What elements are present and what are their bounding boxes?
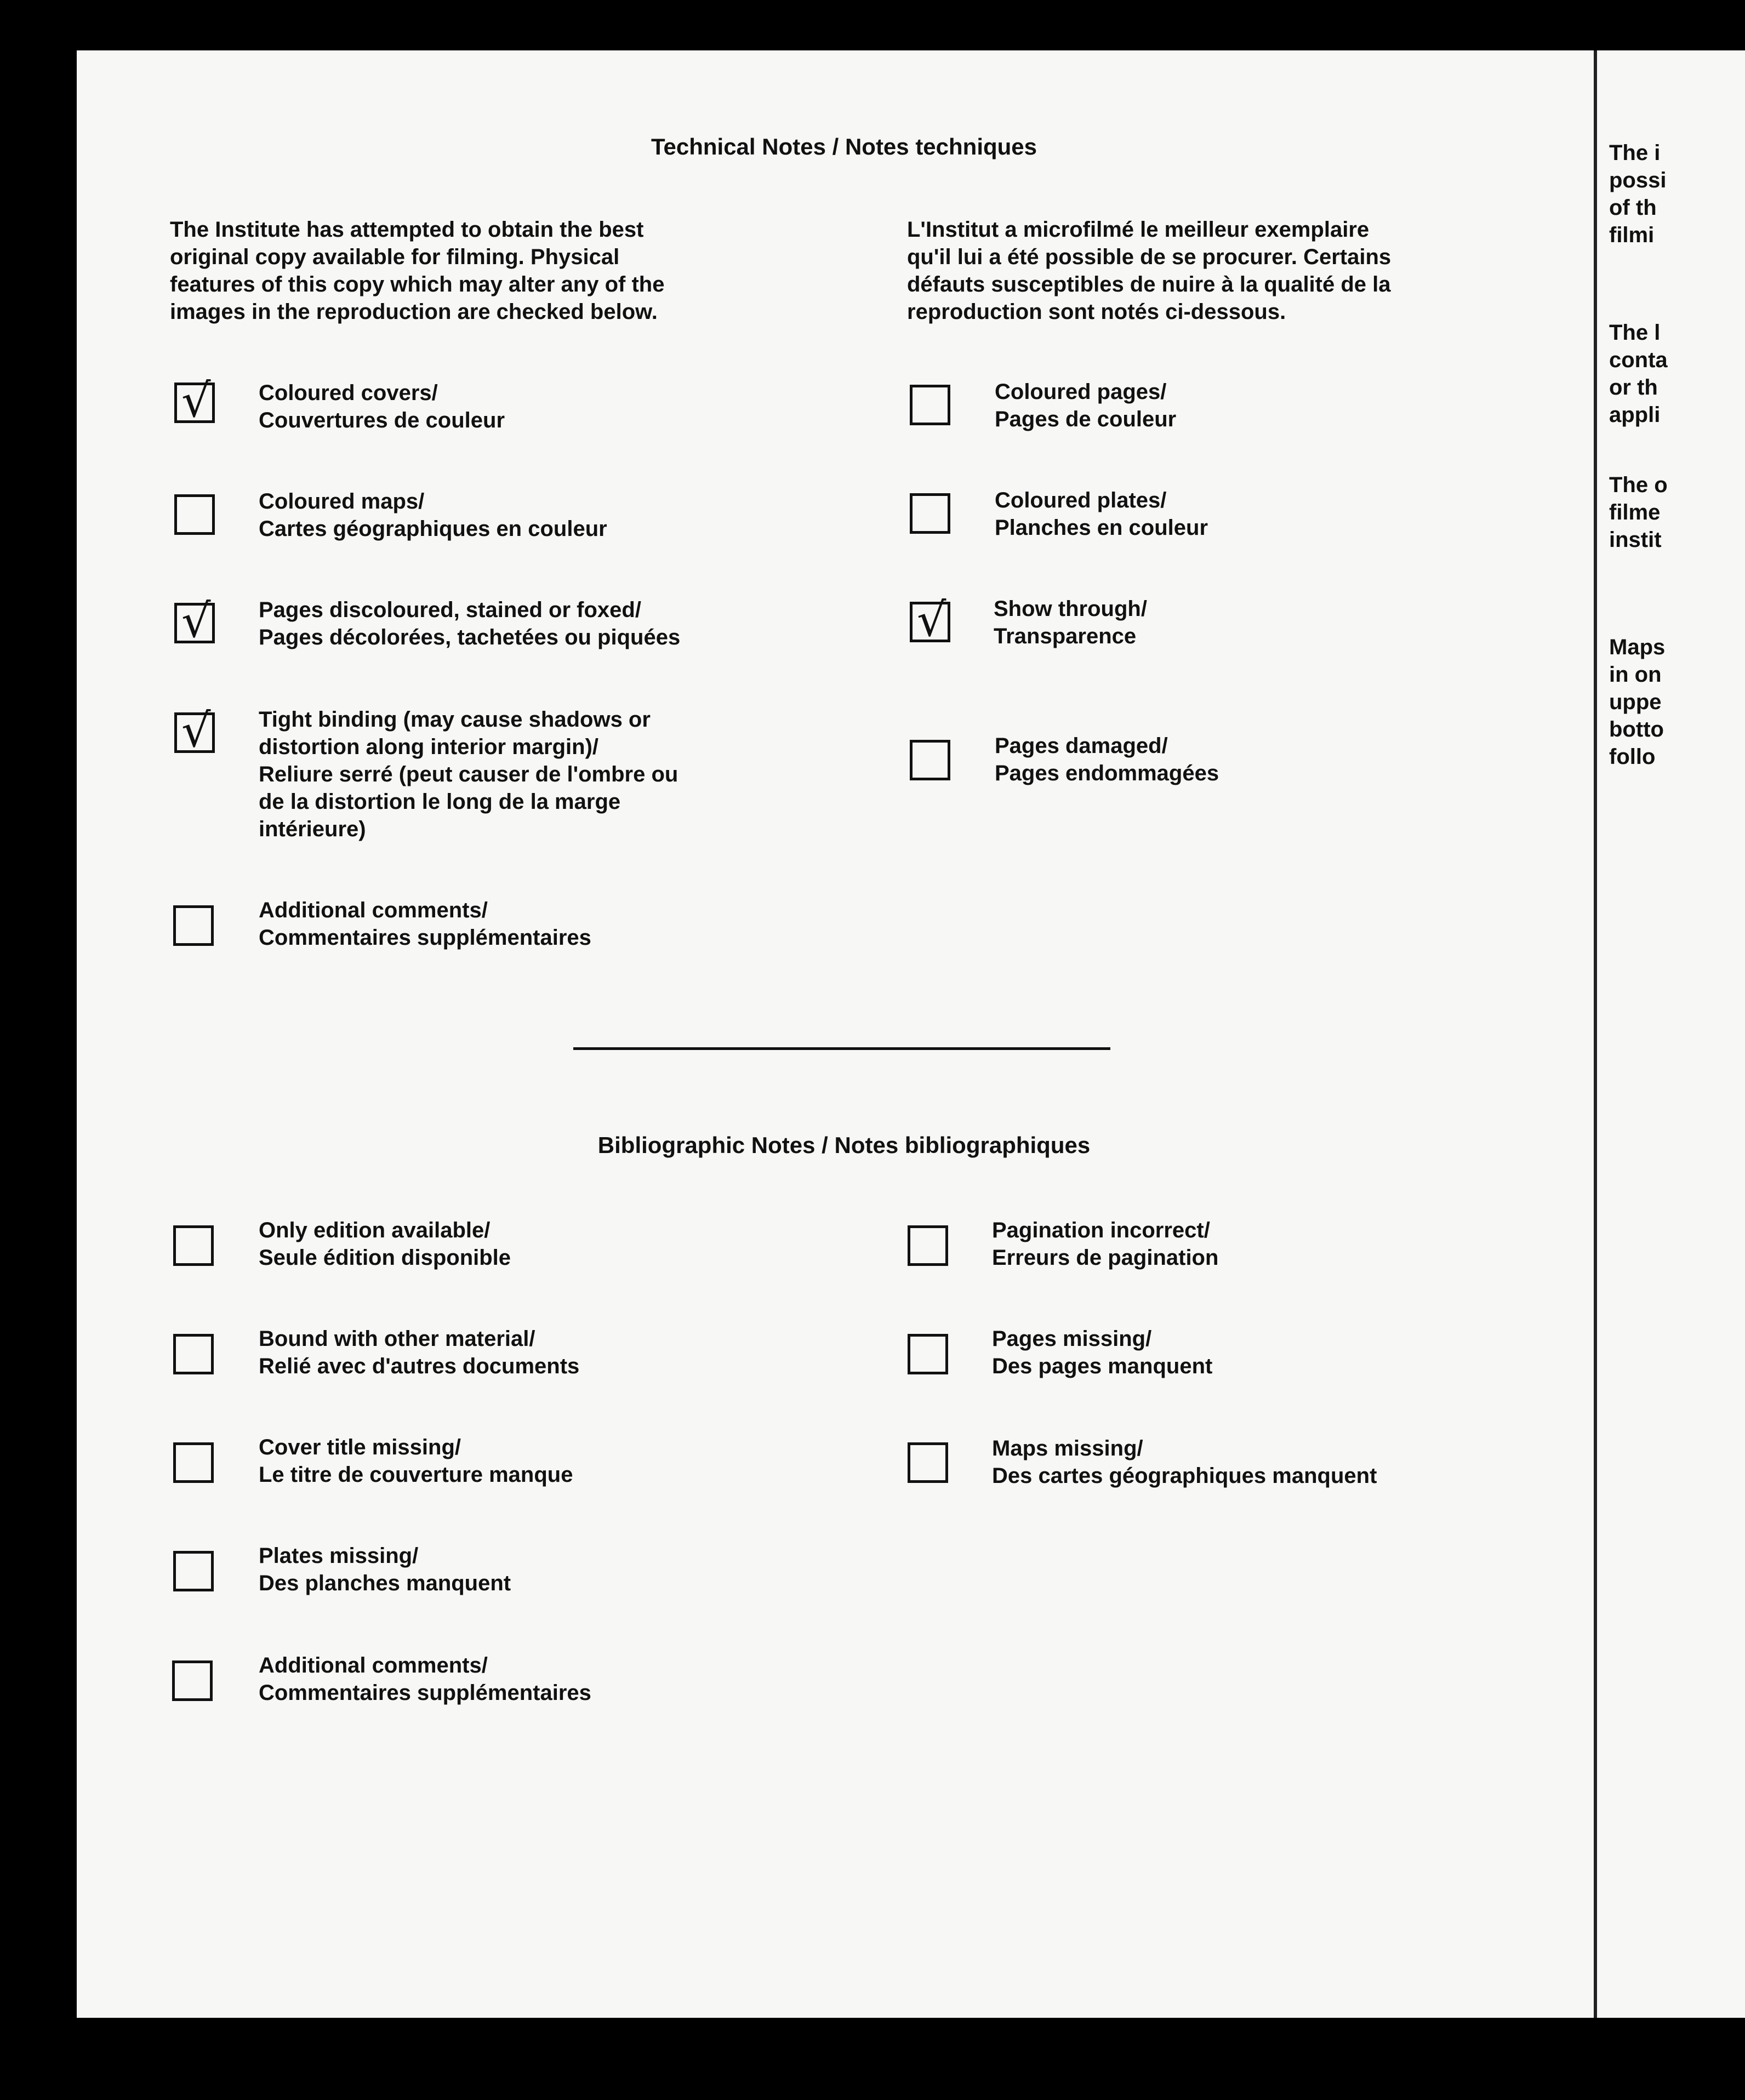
coloured-plates-checkbox[interactable]	[910, 493, 950, 534]
bib-additional-comments-checkbox[interactable]	[172, 1660, 213, 1701]
label-line: Maps missing/	[992, 1436, 1143, 1460]
label-line: Additional comments/	[259, 898, 488, 922]
label-line: Des cartes géographiques manquent	[992, 1464, 1377, 1488]
label-line: Coloured plates/	[995, 488, 1167, 512]
label-line: Commentaires supplémentaires	[259, 926, 591, 950]
tight-binding-checkbox[interactable]	[174, 712, 215, 753]
label-line: de la distortion le long de la marge	[259, 790, 621, 814]
intro-english: The Institute has attempted to obtain the best original copy available for filming. Physical features of this copy which may alter any of the images in the reproduction are checked below.	[170, 218, 665, 324]
label-line: Commentaires supplémentaires	[259, 1681, 591, 1705]
only-edition-checkbox[interactable]	[173, 1225, 214, 1266]
coloured-maps-label	[259, 488, 796, 543]
fragment-line: The l	[1609, 321, 1661, 345]
fragment-line: filme	[1609, 500, 1661, 524]
fragment-line: Maps	[1609, 635, 1666, 659]
maps-missing-checkbox[interactable]	[908, 1442, 948, 1483]
bibliographic-notes-heading: Bibliographic Notes / Notes bibliographiques	[597, 1132, 1091, 1158]
label-line: Additional comments/	[259, 1653, 488, 1677]
coloured-pages-checkbox[interactable]	[910, 385, 950, 425]
label-line: Planches en couleur	[995, 516, 1208, 540]
label-line: Tight binding (may cause shadows or	[259, 707, 651, 732]
technical-notes-heading: Technical Notes / Notes techniques	[651, 134, 1037, 159]
bound-with-checkbox[interactable]	[173, 1334, 214, 1374]
fragment-line: possi	[1609, 168, 1667, 192]
label-line: Plates missing/	[259, 1544, 419, 1568]
label-line: Reliure serré (peut causer de l'ombre ou	[259, 762, 678, 786]
label-line: Bound with other material/	[259, 1327, 535, 1351]
label-line: Couvertures de couleur	[259, 408, 505, 432]
fragment-line: filmi	[1609, 223, 1655, 247]
document-page	[77, 50, 1600, 2018]
pages-missing-checkbox[interactable]	[908, 1334, 948, 1374]
coloured-covers-checkbox[interactable]	[174, 383, 215, 423]
label-line: Coloured maps/	[259, 489, 425, 513]
fragment-line: instit	[1609, 528, 1662, 552]
coloured-covers-label	[259, 379, 796, 434]
coloured-maps-checkbox[interactable]	[174, 494, 215, 535]
plates-missing-label	[259, 1542, 796, 1597]
fragment-line: of th	[1609, 196, 1657, 220]
pages-missing-label	[992, 1325, 1529, 1380]
adjacent-page-fragment	[1599, 50, 1745, 2018]
page-gutter	[1594, 50, 1597, 2018]
label-line: Des pages manquent	[992, 1354, 1213, 1378]
tight-binding-label	[259, 706, 796, 843]
coloured-pages-label	[995, 378, 1532, 433]
pagination-incorrect-checkbox[interactable]	[908, 1225, 948, 1266]
label-line: Cartes géographiques en couleur	[259, 517, 607, 541]
label-line: Pages damaged/	[995, 734, 1168, 758]
intro-french: L'Institut a microfilmé le meilleur exemplaire qu'il lui a été possible de se procurer. Certains défauts susceptibles de nuire à la qualité de la reproduction sont notés ci-dessous.	[907, 218, 1392, 324]
label-line: Pages missing/	[992, 1327, 1152, 1351]
label-line: Relié avec d'autres documents	[259, 1354, 580, 1378]
label-line: Pages discoloured, stained or foxed/	[259, 598, 641, 622]
bound-with-label	[259, 1325, 796, 1380]
label-line: Le titre de couverture manque	[259, 1463, 573, 1487]
show-through-label	[994, 595, 1531, 650]
fragment-line: or th	[1609, 375, 1658, 400]
label-line: intérieure)	[259, 817, 366, 841]
label-line: Only edition available/	[259, 1218, 491, 1242]
label-line: Seule édition disponible	[259, 1246, 511, 1270]
fragment-line: follo	[1609, 745, 1656, 769]
only-edition-label	[259, 1217, 796, 1271]
label-line: Cover title missing/	[259, 1435, 461, 1459]
fragment-line: uppe	[1609, 690, 1662, 714]
label-line: Show through/	[994, 597, 1147, 621]
section-divider	[573, 1047, 1110, 1050]
pagination-incorrect-label	[992, 1217, 1529, 1271]
pages-discoloured-checkbox[interactable]	[174, 603, 215, 643]
fragment-line: The o	[1609, 473, 1668, 497]
fragment-line: in on	[1609, 663, 1662, 687]
label-line: Pages de couleur	[995, 407, 1177, 431]
label-line: Coloured covers/	[259, 381, 438, 405]
fragment-line: appli	[1609, 403, 1661, 427]
label-line: Coloured pages/	[995, 380, 1167, 404]
pages-damaged-checkbox[interactable]	[910, 740, 950, 780]
pages-discoloured-label	[259, 596, 796, 651]
label-line: distortion along interior margin)/	[259, 735, 598, 759]
maps-missing-label	[992, 1435, 1529, 1490]
coloured-plates-label	[995, 487, 1532, 541]
fragment-line: botto	[1609, 717, 1664, 741]
cover-title-missing-checkbox[interactable]	[173, 1442, 214, 1483]
additional-comments-label	[259, 897, 796, 951]
label-line: Erreurs de pagination	[992, 1246, 1219, 1270]
label-line: Transparence	[994, 624, 1137, 648]
additional-comments-checkbox[interactable]	[173, 905, 214, 946]
cover-title-missing-label	[259, 1434, 796, 1488]
plates-missing-checkbox[interactable]	[173, 1551, 214, 1591]
label-line: Pages décolorées, tachetées ou piquées	[259, 625, 681, 649]
bib-additional-comments-label	[259, 1652, 796, 1707]
fragment-line: The i	[1609, 141, 1661, 165]
label-line: Pagination incorrect/	[992, 1218, 1210, 1242]
fragment-line: conta	[1609, 348, 1668, 372]
pages-damaged-label	[995, 732, 1532, 787]
label-line: Pages endommagées	[995, 761, 1219, 785]
show-through-checkbox[interactable]	[910, 602, 950, 642]
label-line: Des planches manquent	[259, 1571, 511, 1595]
